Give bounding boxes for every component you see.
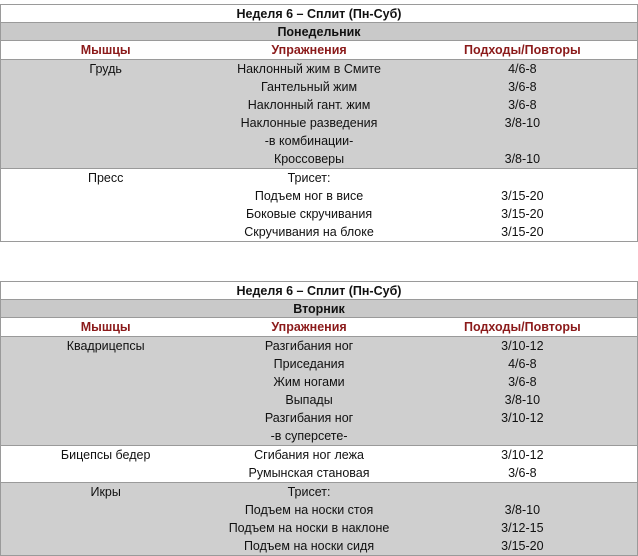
muscle-cell [1, 96, 210, 114]
sets-cell: 3/15-20 [501, 189, 544, 203]
muscle-group [1, 482, 637, 555]
sets-cell [408, 483, 637, 501]
sets-cell: 3/10-12 [501, 411, 544, 425]
sets-cell: 3/6-8 [508, 375, 537, 389]
table-row [1, 537, 637, 555]
exercise-cell: Выпады [285, 393, 333, 407]
muscle-cell: Квадрицепсы [66, 339, 145, 353]
exercise-cell: Подъем на носки сидя [243, 539, 375, 553]
exercise-cell: Трисет: [287, 485, 331, 499]
muscle-cell [1, 355, 210, 373]
sets-cell: 3/6-8 [508, 80, 537, 94]
muscle-cell: Грудь [89, 62, 122, 76]
table-row [1, 373, 637, 391]
muscle-group [1, 445, 637, 482]
exercise-cell: Приседания [273, 357, 345, 371]
table-row [1, 114, 637, 132]
table-row [1, 446, 637, 464]
sets-cell [408, 169, 637, 187]
exercise-cell: -в комбинации- [264, 134, 354, 148]
muscle-cell [1, 187, 210, 205]
exercise-cell: Разгибания ног [264, 339, 354, 353]
muscle-cell [1, 114, 210, 132]
header-exercises: Упражнения [271, 43, 347, 57]
sets-cell: 3/6-8 [508, 98, 537, 112]
table-row [1, 355, 637, 373]
exercise-cell: -в суперсете- [270, 429, 348, 443]
exercise-cell: Скручивания на блоке [244, 225, 374, 239]
exercise-cell: Подъем на носки стоя [244, 503, 374, 517]
header-muscles: Мышцы [80, 43, 131, 57]
sets-cell: 3/8-10 [504, 503, 541, 517]
table-title: Неделя 6 – Сплит (Пн-Суб) [1, 5, 637, 23]
muscle-cell [1, 519, 210, 537]
sets-cell: 3/8-10 [504, 116, 541, 130]
workout-table-monday [0, 4, 638, 242]
exercise-cell: Сгибания ног лежа [254, 448, 364, 462]
sets-cell: 4/6-8 [508, 62, 537, 76]
table-row [1, 464, 637, 482]
table-row [1, 205, 637, 223]
exercise-cell: Боковые скручивания [245, 207, 373, 221]
table-row [1, 96, 637, 114]
exercise-cell: Наклонные разведения [240, 116, 378, 130]
table-row [1, 391, 637, 409]
muscle-cell [1, 537, 210, 555]
sets-cell: 3/8-10 [504, 152, 541, 166]
table-row [1, 78, 637, 96]
table-row [1, 132, 637, 150]
sets-cell [408, 427, 637, 445]
muscle-cell [1, 373, 210, 391]
table-row [1, 150, 637, 168]
exercise-cell: Кроссоверы [273, 152, 345, 166]
day-header: Понедельник [1, 23, 637, 41]
exercise-cell: Разгибания ног [264, 411, 354, 425]
table-row [1, 187, 637, 205]
header-muscles: Мышцы [80, 320, 131, 334]
sets-cell [408, 132, 637, 150]
sets-cell: 3/15-20 [501, 225, 544, 239]
muscle-cell [1, 78, 210, 96]
exercise-cell: Жим ногами [273, 375, 345, 389]
muscle-group [1, 168, 637, 241]
exercise-cell: Гантельный жим [260, 80, 358, 94]
table-row [1, 483, 637, 501]
muscle-cell: Пресс [87, 171, 124, 185]
muscle-cell [1, 501, 210, 519]
muscle-group [1, 59, 637, 168]
table-row [1, 501, 637, 519]
muscle-cell [1, 132, 210, 150]
muscle-cell [1, 223, 210, 241]
sets-cell: 3/6-8 [508, 466, 537, 480]
muscle-cell [1, 205, 210, 223]
sets-cell: 3/8-10 [504, 393, 541, 407]
table-row [1, 337, 637, 355]
table-row [1, 427, 637, 445]
exercise-cell: Румынская становая [248, 466, 370, 480]
table-row [1, 169, 637, 187]
sets-cell: 3/15-20 [501, 539, 544, 553]
workout-table-tuesday [0, 281, 638, 556]
table-row [1, 223, 637, 241]
muscle-cell [1, 464, 210, 482]
header-sets: Подходы/Повторы [464, 43, 581, 57]
header-sets: Подходы/Повторы [464, 320, 581, 334]
muscle-cell: Икры [90, 485, 121, 499]
table-title: Неделя 6 – Сплит (Пн-Суб) [1, 282, 637, 300]
sets-cell: 4/6-8 [508, 357, 537, 371]
muscle-cell: Бицепсы бедер [60, 448, 151, 462]
header-exercises: Упражнения [271, 320, 347, 334]
exercise-cell: Наклонный жим в Смите [237, 62, 381, 76]
column-headers [1, 318, 637, 336]
exercise-cell: Подъем ног в висе [254, 189, 364, 203]
muscle-group [1, 336, 637, 445]
day-header: Вторник [1, 300, 637, 318]
muscle-cell [1, 427, 210, 445]
exercise-cell: Наклонный гант. жим [247, 98, 371, 112]
exercise-cell: Трисет: [287, 171, 331, 185]
sets-cell: 3/10-12 [501, 339, 544, 353]
exercise-cell: Подъем на носки в наклоне [228, 521, 390, 535]
sets-cell: 3/10-12 [501, 448, 544, 462]
muscle-cell [1, 150, 210, 168]
sets-cell: 3/15-20 [501, 207, 544, 221]
column-headers [1, 41, 637, 59]
sets-cell: 3/12-15 [501, 521, 544, 535]
muscle-cell [1, 409, 210, 427]
table-row [1, 519, 637, 537]
table-row [1, 60, 637, 78]
muscle-cell [1, 391, 210, 409]
table-row [1, 409, 637, 427]
